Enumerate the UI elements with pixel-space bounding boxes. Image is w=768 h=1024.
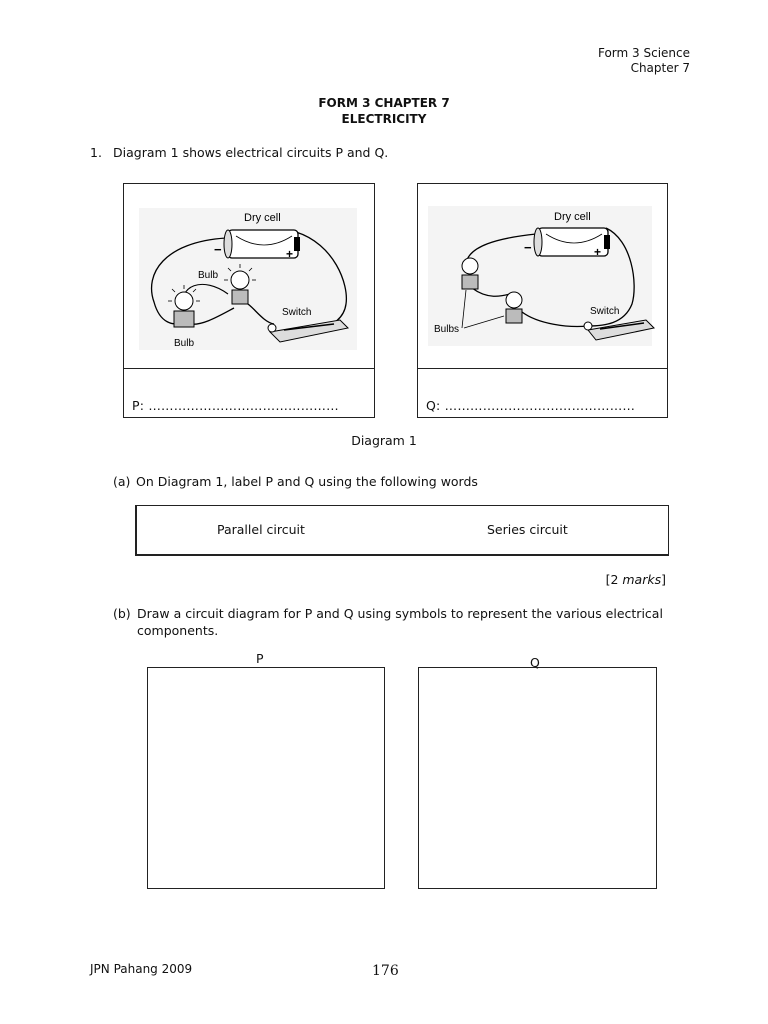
footer-source: JPN Pahang 2009 — [90, 962, 193, 976]
word-parallel-circuit: Parallel circuit — [217, 522, 305, 537]
q-plus-label: + — [594, 245, 602, 259]
p-bulb-bottom-label: Bulb — [174, 338, 195, 349]
p-switch-label: Switch — [282, 307, 312, 318]
marks-close: ] — [661, 572, 666, 587]
word-box — [135, 505, 669, 556]
page-title — [0, 95, 768, 127]
part-b-text-line1: Draw a circuit diagram for P and Q using symbols to represent the various electrical — [137, 606, 663, 621]
part-a-text: On Diagram 1, label P and Q using the following words — [136, 474, 478, 489]
diagram-q-box — [417, 183, 668, 418]
question-text: Diagram 1 shows electrical circuits P and Q. — [113, 145, 389, 160]
header-subject: Form 3 Science — [597, 46, 690, 60]
p-plus-label: + — [286, 247, 294, 261]
diagram-p-box — [123, 183, 375, 418]
page-number: 176 — [372, 963, 399, 979]
p-minus-label: − — [214, 242, 222, 257]
draw-box-p-label: P — [256, 651, 264, 666]
draw-box-p[interactable] — [147, 667, 385, 889]
marks-open: [2 — [605, 572, 623, 587]
part-b-label: (b) — [113, 606, 131, 621]
marks-word: marks — [622, 572, 662, 587]
q-dry-cell-label: Dry cell — [554, 211, 591, 223]
title-chapter: FORM 3 CHAPTER 7 — [318, 96, 450, 110]
circuit-p-illustration — [124, 184, 374, 368]
marks-indicator — [606, 572, 666, 587]
diagram-p-picture — [124, 184, 374, 369]
word-series-circuit: Series circuit — [487, 522, 568, 537]
diagram-q-answer-line[interactable]: Q: ……………………………………… — [426, 398, 636, 413]
diagram-q-picture — [418, 184, 667, 369]
header-chapter: Chapter 7 — [630, 61, 690, 75]
q-switch-label: Switch — [590, 306, 620, 317]
header — [598, 46, 690, 76]
part-a-label: (a) — [113, 474, 131, 489]
circuit-q-illustration — [418, 184, 667, 368]
draw-box-q[interactable] — [418, 667, 657, 889]
diagram-caption: Diagram 1 — [351, 433, 417, 448]
title-topic: ELECTRICITY — [341, 112, 427, 126]
p-dry-cell-label: Dry cell — [244, 212, 281, 224]
p-bulb-top-label: Bulb — [198, 270, 219, 281]
part-b-text-line2: components. — [137, 623, 219, 638]
diagram-p-answer-line[interactable]: P: ……………………………………… — [132, 398, 339, 413]
q-bulbs-label: Bulbs — [434, 324, 460, 335]
question-number: 1. — [90, 145, 102, 160]
draw-box-q-label: Q — [530, 655, 540, 670]
q-minus-label: − — [524, 240, 532, 255]
